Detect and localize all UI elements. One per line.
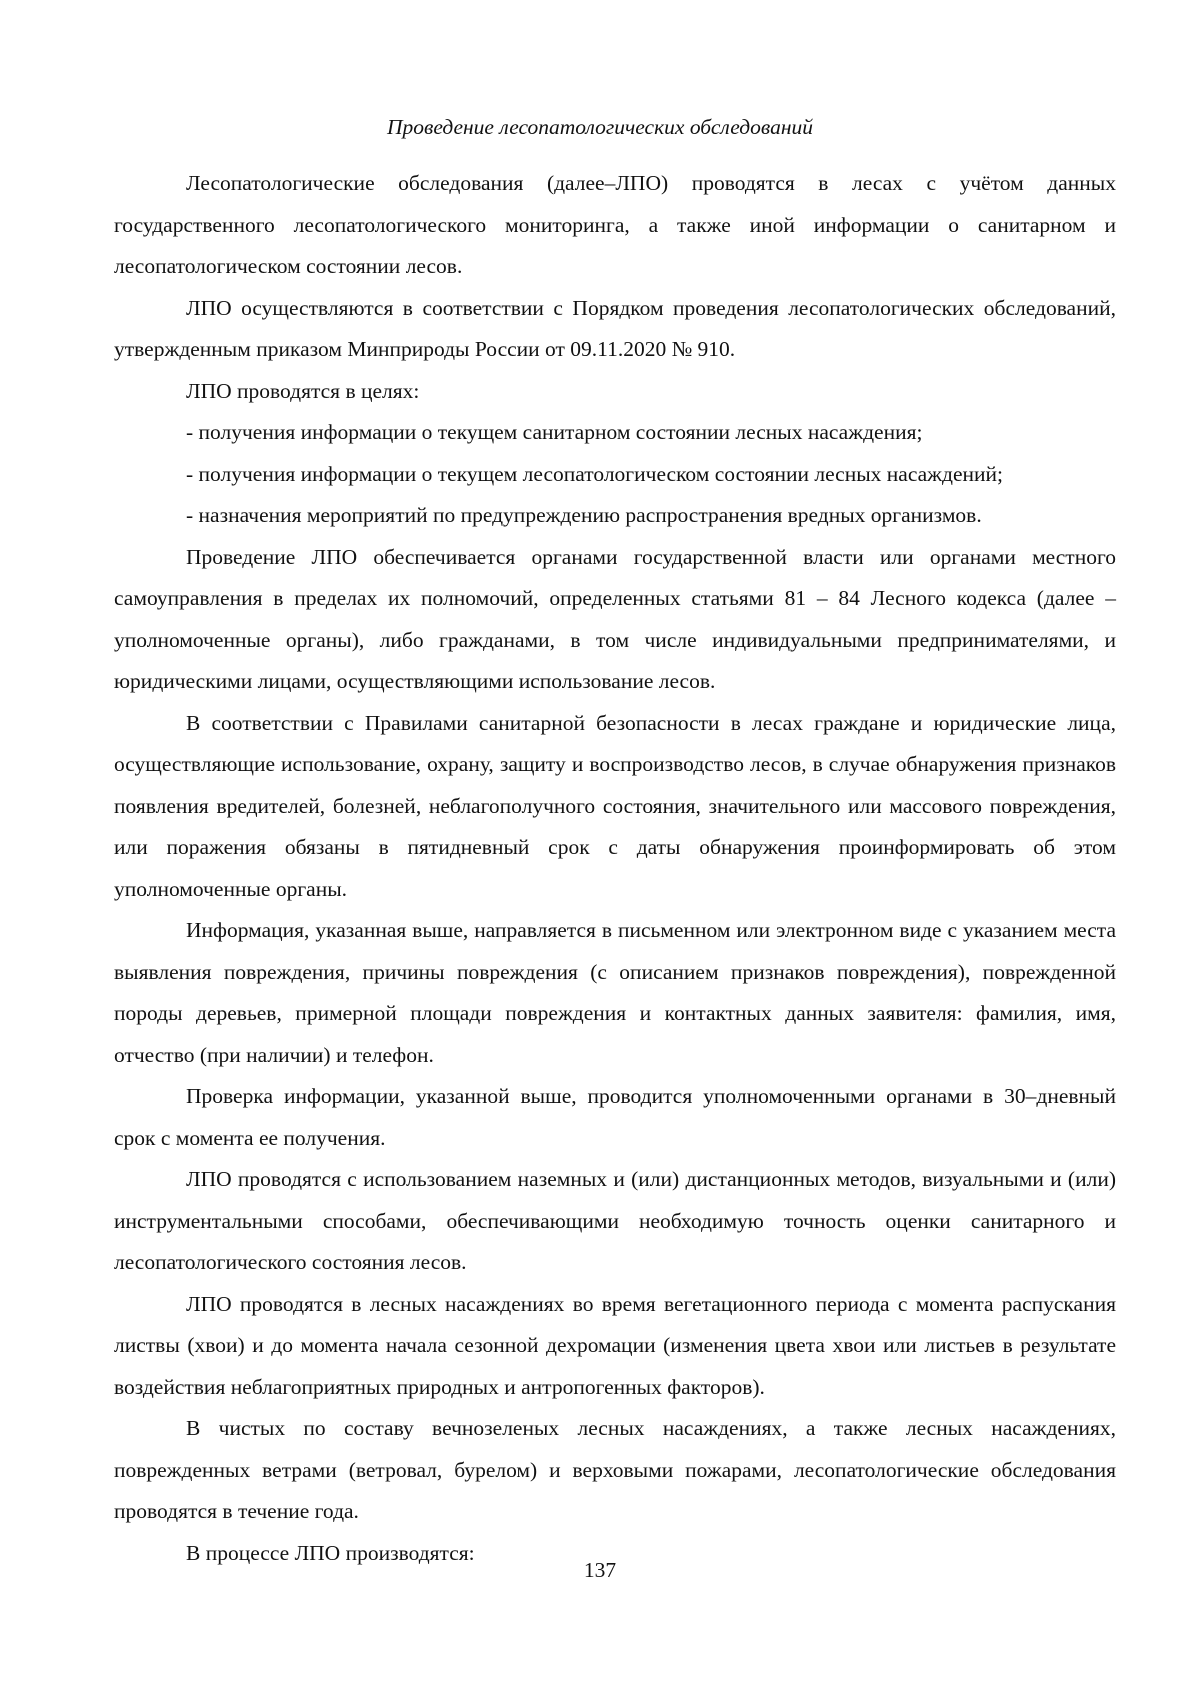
paragraph-goals-lead: ЛПО проводятся в целях: [186,378,420,403]
paragraph-process-lead: В процессе ЛПО производятся: [186,1540,475,1565]
paragraph-information-form: Информация, указанная выше, направляется в письменном или электронном виде с указанием места выявления повреждения, причины повреждения (с описанием признаков повреждения), поврежденной породы деревьев, примерной площади повреждения и контактных данных заявителя: фамилия, имя, отчество (при наличии) и телефон. [114,918,1116,1067]
page-number: 137 [583,1558,617,1582]
paragraph-order: ЛПО осуществляются в соответствии с Порядком проведения лесопатологических обследований, утвержденным приказом Минприроды России от 09.11.2020 № 910. [114,295,1116,361]
list-item-goal-measures: - назначения мероприятий по предупреждению распространения вредных организмов. [186,503,982,527]
paragraph-methods: ЛПО проводятся с использованием наземных и (или) дистанционных методов, визуальными и (или) инструментальными способами, обеспечивающими необходимую точность оценки санитарного и лесопатологического состояния лесов. [114,1167,1116,1274]
paragraph-verification: Проверка информации, указанной выше, проводится уполномоченными органами в 30–дневный срок с момента ее получения. [114,1084,1116,1150]
list-item-goal-sanitary: - получения информации о текущем санитарном состоянии лесных насаждения; [186,420,923,444]
paragraph-responsible-bodies: Проведение ЛПО обеспечивается органами государственной власти или органами местного самоуправления в пределах их полномочий, определенных статьями 81 – 84 Лесного кодекса (далее – уполномоченные органы), либо гражданами, в том числе индивидуальными предпринимателями, и юридическими лицами, осуществляющими использование лесов. [114,544,1116,693]
paragraph-intro: Лесопатологические обследования (далее–ЛПО) проводятся в лесах с учётом данных государственного лесопатологического мониторинга, а также иной информации о санитарном и лесопатологическом состоянии лесов. [114,171,1116,278]
list-item-goal-pathology: - получения информации о текущем лесопатологическом состоянии лесных насаждений; [186,461,1003,486]
paragraph-evergreen: В чистых по составу вечнозеленых лесных насаждениях, а также лесных насаждениях, поврежденных ветрами (ветровал, бурелом) и верховыми пожарами, лесопатологические обследования проводятся в течение года. [114,1416,1116,1523]
paragraph-vegetation-period: ЛПО проводятся в лесных насаждениях во время вегетационного периода с момента распускания листвы (хвои) и до момента начала сезонной дехромации (изменения цвета хвои или листьев в результате воздействия неблагоприятных природных и антропогенных факторов). [114,1291,1116,1399]
section-heading: Проведение лесопатологических обследований [386,115,814,139]
paragraph-sanitary-rules: В соответствии с Правилами санитарной безопасности в лесах граждане и юридические лица, осуществляющие использование, охрану, защиту и воспроизводство лесов, в случае обнаружения признаков появления вредителей, болезней, неблагополучного состояния, значительного или массового повреждения, или поражения обязаны в пятидневный срок с даты обнаружения проинформировать об этом уполномоченные органы. [114,710,1116,901]
body-text [114,163,1116,1574]
